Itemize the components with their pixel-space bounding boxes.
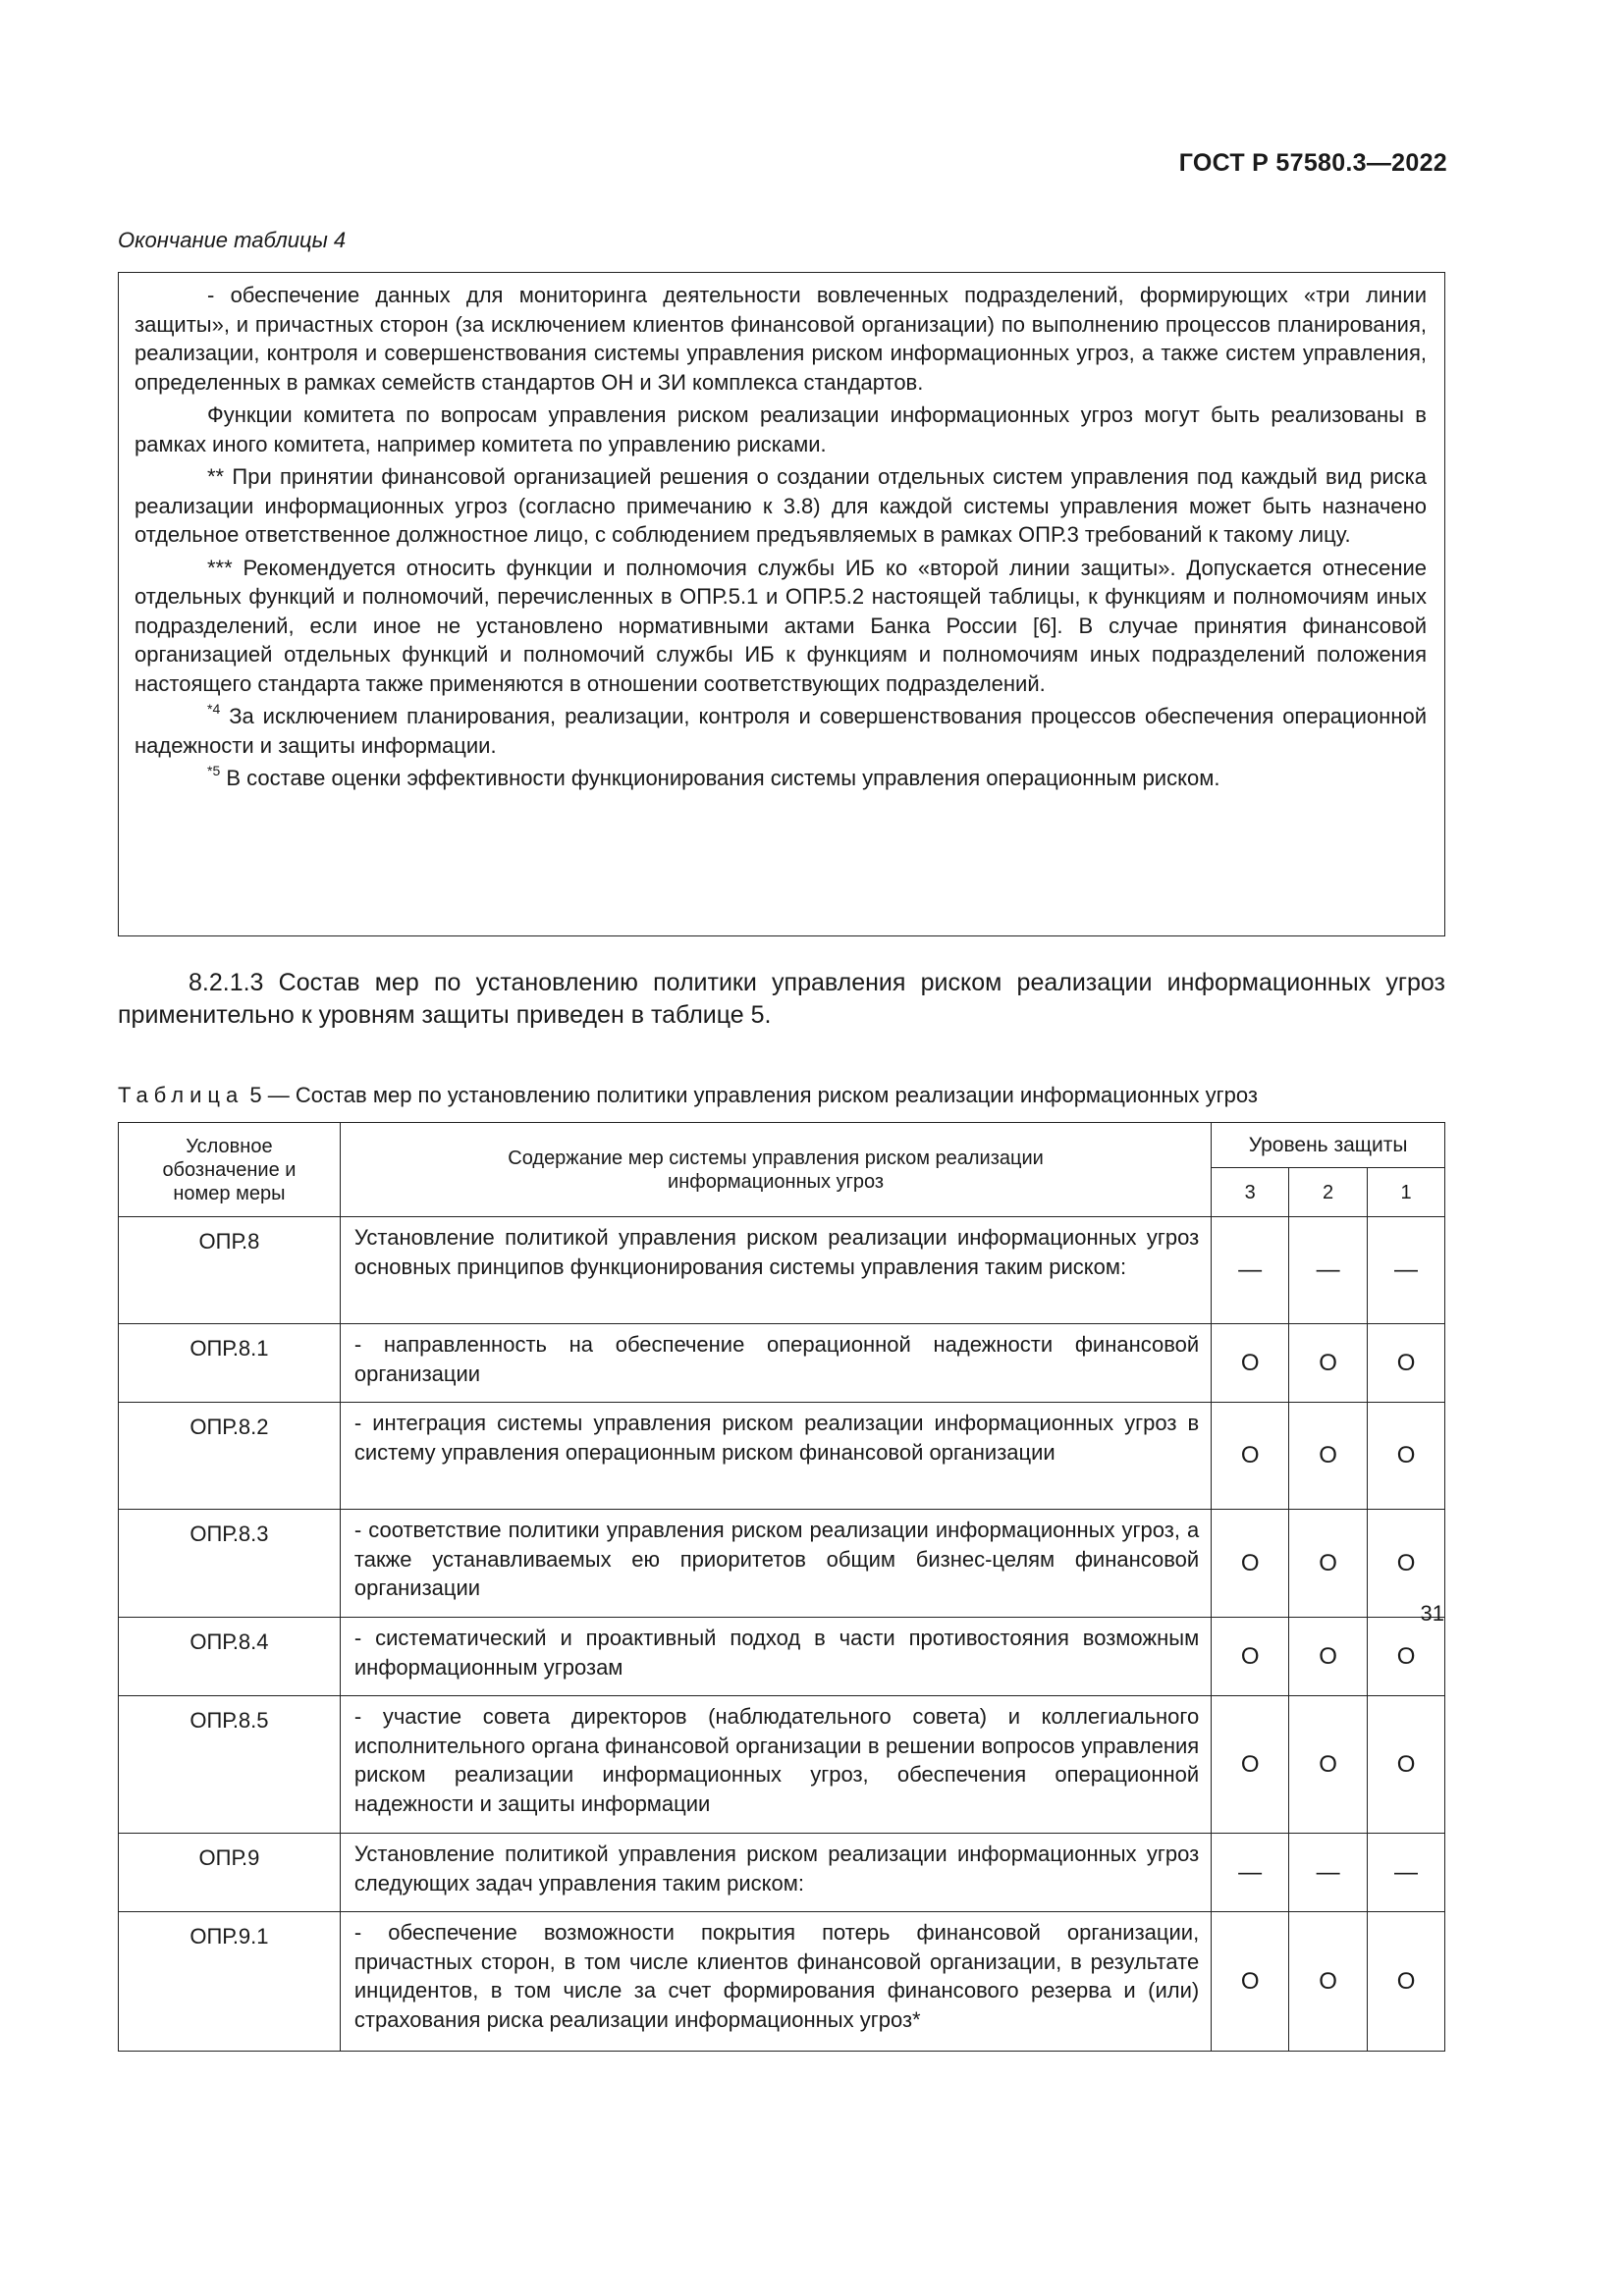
note-paragraph xyxy=(135,400,1427,458)
note-paragraph xyxy=(135,764,1427,793)
table-row xyxy=(119,1403,1445,1510)
level-1-value: — xyxy=(1368,1217,1445,1324)
note-mark: *4 xyxy=(207,700,221,717)
note-mark: ** xyxy=(207,464,225,489)
table-row xyxy=(119,1324,1445,1403)
table-row xyxy=(119,1834,1445,1912)
measure-code: ОПР.8.1 xyxy=(119,1324,341,1403)
table5-caption xyxy=(118,1083,1445,1108)
note-text: Функции комитета по вопросам управления риском реализации информационных угроз могут быть реализованы в рамках иного комитета, например комитета по управлению рисками. xyxy=(135,402,1427,456)
measure-content: - систематический и проактивный подход в части противостояния возможным информационным угрозам xyxy=(340,1618,1211,1696)
table-row xyxy=(119,1510,1445,1618)
level-1-value: О xyxy=(1368,1510,1445,1618)
table-row xyxy=(119,1912,1445,2052)
note-paragraph xyxy=(135,702,1427,760)
table4-notes-box xyxy=(118,272,1445,936)
page-number: 31 xyxy=(1420,1601,1444,1626)
level-2-value: О xyxy=(1289,1912,1368,2052)
measure-code: ОПР.9 xyxy=(119,1834,341,1912)
measure-content: Установление политикой управления риском реализации информационных угроз основных принципов функционирования системы управления таким риском: xyxy=(340,1217,1211,1324)
level-3-value: — xyxy=(1212,1834,1289,1912)
measure-code: ОПР.8 xyxy=(119,1217,341,1324)
measure-code: ОПР.9.1 xyxy=(119,1912,341,2052)
level-3-value: — xyxy=(1212,1217,1289,1324)
level-3-value: О xyxy=(1212,1324,1289,1403)
header-level-1: 1 xyxy=(1368,1168,1445,1217)
level-3-value: О xyxy=(1212,1696,1289,1834)
level-2-value: О xyxy=(1289,1510,1368,1618)
header-code: Условное обозначение и номер меры xyxy=(119,1123,341,1217)
level-2-value: О xyxy=(1289,1324,1368,1403)
table-caption-label: Таблица xyxy=(118,1083,244,1107)
level-2-value: О xyxy=(1289,1696,1368,1834)
level-3-value: О xyxy=(1212,1618,1289,1696)
measure-code: ОПР.8.3 xyxy=(119,1510,341,1618)
level-2-value: — xyxy=(1289,1217,1368,1324)
note-paragraph xyxy=(135,462,1427,550)
note-text: В составе оценки эффективности функционирования системы управления операционным риском. xyxy=(226,766,1220,790)
table-row xyxy=(119,1618,1445,1696)
level-1-value: О xyxy=(1368,1618,1445,1696)
table-row xyxy=(119,1696,1445,1834)
note-text: За исключением планирования, реализации, контроля и совершенствования процессов обеспечения операционной надежности и защиты информации. xyxy=(135,704,1427,758)
level-1-value: О xyxy=(1368,1696,1445,1834)
measure-content: - направленность на обеспечение операционной надежности финансовой организации xyxy=(340,1324,1211,1403)
level-1-value: О xyxy=(1368,1324,1445,1403)
measure-code: ОПР.8.2 xyxy=(119,1403,341,1510)
note-mark: *** xyxy=(207,555,233,580)
note-text: Рекомендуется относить функции и полномочия службы ИБ ко «второй линии защиты». Допускается отнесение отдельных функций и полномочий, перечисленных в ОПР.5.1 и ОПР.5.2 настоящей таблицы, к функциям и полномочиям иных подразделений, если иное не установлено нормативными актами Банка России [6]. В случае принятия финансовой организацией отдельных функций и полномочий службы ИБ к функциям и полномочиям иных подразделений положения настоящего стандарта также применяются в отношении соответствующих подразделений. xyxy=(135,555,1427,696)
table-caption-text: 5 — Состав мер по установлению политики управления риском реализации информационных угроз xyxy=(249,1083,1258,1107)
measure-content: - обеспечение возможности покрытия потерь финансовой организации, причастных сторон, в том числе клиентов финансовой организации, в результате инцидентов, в том числе за счет формирования финансового резерва и (или) страхования риска реализации информационных угроз* xyxy=(340,1912,1211,2052)
note-mark: *5 xyxy=(207,762,221,778)
header-content: Содержание мер системы управления риском реализации информационных угроз xyxy=(340,1123,1211,1217)
note-paragraph xyxy=(135,554,1427,699)
table-row xyxy=(119,1217,1445,1324)
document-header: ГОСТ Р 57580.3—2022 xyxy=(1178,149,1447,177)
level-1-value: О xyxy=(1368,1403,1445,1510)
measure-code: ОПР.8.5 xyxy=(119,1696,341,1834)
measure-content: - соответствие политики управления риском реализации информационных угроз, а также устанавливаемых ею приоритетов общим бизнес-целям финансовой организации xyxy=(340,1510,1211,1618)
table5 xyxy=(118,1122,1445,2052)
level-3-value: О xyxy=(1212,1912,1289,2052)
level-1-value: — xyxy=(1368,1834,1445,1912)
level-2-value: — xyxy=(1289,1834,1368,1912)
measure-content: Установление политикой управления риском реализации информационных угроз следующих задач управления таким риском: xyxy=(340,1834,1211,1912)
measure-content: - участие совета директоров (наблюдательного совета) и коллегиального исполнительного органа финансовой организации в решении вопросов управления риском реализации информационных угроз, обеспечения операционной надежности и защиты информации xyxy=(340,1696,1211,1834)
level-3-value: О xyxy=(1212,1510,1289,1618)
header-level-2: 2 xyxy=(1289,1168,1368,1217)
note-paragraph xyxy=(135,281,1427,397)
level-3-value: О xyxy=(1212,1403,1289,1510)
note-text: При принятии финансовой организацией решения о создании отдельных систем управления под каждый вид риска реализации информационных угроз (согласно примечанию к 3.8) для каждой системы управления может быть назначено отдельное ответственное должностное лицо, с соблюдением предъявляемых в рамках ОПР.3 требований к такому лицу. xyxy=(135,464,1427,547)
level-1-value: О xyxy=(1368,1912,1445,2052)
measure-code: ОПР.8.4 xyxy=(119,1618,341,1696)
paragraph-text: 8.2.1.3 Состав мер по установлению политики управления риском реализации информационных угроз применительно к уровням защиты приведен в таблице 5. xyxy=(118,969,1445,1029)
note-text: - обеспечение данных для мониторинга деятельности вовлеченных подразделений, формирующих «три линии защиты», и причастных сторон (за исключением клиентов финансовой организации) по выполнению процессов планирования, реализации, контроля и совершенствования системы управления риском информационных угроз, а также систем управления, определенных в рамках семейств стандартов ОН и ЗИ комплекса стандартов. xyxy=(135,283,1427,395)
header-level: Уровень защиты xyxy=(1212,1123,1445,1168)
measure-content: - интеграция системы управления риском реализации информационных угроз в систему управления операционным риском финансовой организации xyxy=(340,1403,1211,1510)
header-level-3: 3 xyxy=(1212,1168,1289,1217)
level-2-value: О xyxy=(1289,1403,1368,1510)
body-paragraph xyxy=(118,967,1445,1032)
level-2-value: О xyxy=(1289,1618,1368,1696)
table-continuation-caption: Окончание таблицы 4 xyxy=(118,228,347,252)
